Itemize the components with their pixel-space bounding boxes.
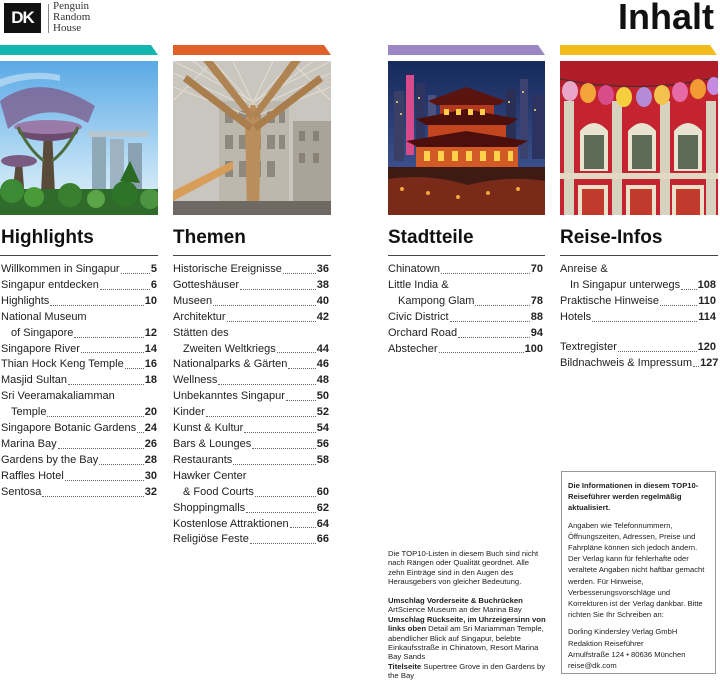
- toc-entry-title: Abstecher: [388, 342, 438, 355]
- toc-entry[interactable]: [1, 373, 157, 389]
- page-number: 58: [316, 453, 329, 466]
- toc-entry-title: Kampong Glam: [398, 294, 475, 307]
- toc-entry-title: Little India &: [388, 278, 449, 291]
- toc-entry-title: Wellness: [173, 374, 218, 387]
- toc-entry[interactable]: [173, 326, 329, 358]
- dot-leader: [255, 496, 316, 497]
- toc-entry[interactable]: [560, 310, 716, 326]
- toc-entry[interactable]: [560, 356, 719, 372]
- toc-entry-title: Historische Ereignisse: [173, 263, 282, 275]
- page-number: 16: [144, 358, 157, 371]
- toc-entry-title: Raffles Hotel: [1, 469, 64, 482]
- page-number: 56: [316, 437, 329, 450]
- toc-entry[interactable]: [1, 342, 157, 358]
- toc-entry[interactable]: [388, 342, 543, 358]
- highlights-heading: Highlights: [1, 227, 94, 248]
- toc-entry[interactable]: [388, 310, 543, 326]
- toc-entry[interactable]: [388, 278, 543, 310]
- toc-entry-title: of Singapore: [11, 326, 74, 339]
- page-number: 40: [316, 294, 329, 307]
- address-line: Arnulfstraße 124 • 80636 München: [568, 649, 686, 659]
- toc-entry[interactable]: [1, 453, 157, 469]
- page-number: 38: [316, 278, 329, 291]
- toc-entry-title: Restaurants: [173, 453, 233, 466]
- logo-divider: [48, 4, 49, 33]
- toc-entry-title: Civic District: [388, 310, 449, 323]
- toc-entry-title: Museen: [173, 294, 213, 307]
- toc-entry[interactable]: [173, 262, 329, 278]
- page-number: 46: [316, 358, 329, 371]
- top10-note: Die TOP10-Listen in diesem Buch sind nicht nach Rängen oder Qualität geordnet. Alle zehn Einträge sind in den Augen des Herausgebers von gleicher Bedeutung.: [388, 549, 539, 587]
- toc-entry[interactable]: [388, 262, 543, 278]
- credit-back: [388, 615, 546, 662]
- highlights-toc: [1, 262, 157, 501]
- chinatown-lanterns-photo: [560, 61, 718, 215]
- toc-entry[interactable]: [1, 421, 157, 437]
- page-number: 26: [144, 437, 157, 450]
- toc-entry-title: Hawker Center: [173, 469, 247, 482]
- update-info-box: [561, 471, 716, 674]
- credit-text: Detail am Sri Mariamman Temple, abendlicher Blick auf Singapur, belebte Einkaufsstraße in Chinatown, Resort Marina Bay Sands: [388, 624, 544, 662]
- toc-entry-title: Sentosa: [1, 485, 42, 498]
- themen-toc: [173, 262, 329, 548]
- toc-entry[interactable]: [173, 517, 329, 533]
- toc-entry-title: Singapore River: [1, 342, 80, 355]
- dot-leader: [121, 273, 150, 274]
- toc-entry[interactable]: [560, 294, 716, 310]
- toc-entry[interactable]: [173, 294, 329, 310]
- toc-entry[interactable]: [173, 501, 329, 517]
- highlights-color-tab: [0, 45, 151, 55]
- dot-leader: [592, 321, 697, 322]
- toc-entry-title: Gardens by the Bay: [1, 453, 99, 466]
- dot-leader: [58, 448, 144, 449]
- themen-rule: [173, 255, 331, 256]
- stadtteile-color-tab: [388, 45, 538, 55]
- page-number: 24: [144, 422, 157, 435]
- dot-leader: [458, 337, 530, 338]
- stadtteile-tab-corner: [538, 45, 545, 55]
- toc-entry-title: Chinatown: [388, 263, 440, 275]
- toc-entry[interactable]: [173, 373, 329, 389]
- page-number: 44: [316, 342, 329, 355]
- credit-text: Supertree Grove in den Gardens by the Bay: [388, 661, 546, 681]
- dot-leader: [252, 448, 315, 449]
- toc-entry-title: Zweiten Weltkriegs: [183, 342, 276, 355]
- toc-entry[interactable]: [173, 357, 329, 373]
- dot-leader: [290, 527, 316, 528]
- toc-entry-title: Hotels: [560, 310, 592, 323]
- dot-leader: [246, 512, 316, 513]
- dot-leader: [206, 416, 316, 417]
- page-number: 108: [697, 278, 716, 291]
- toc-entry-title: Kostenlose Attraktionen: [173, 517, 289, 530]
- page-number: 78: [530, 294, 543, 307]
- toc-entry-title: Masjid Sultan: [1, 374, 68, 387]
- dot-leader: [277, 352, 316, 353]
- toc-entry[interactable]: [1, 469, 157, 485]
- page-number: 94: [530, 326, 543, 339]
- credit-label: Umschlag Vorderseite & Buchrücken: [388, 596, 523, 605]
- page-number: 64: [316, 517, 329, 530]
- toc-entry[interactable]: [173, 437, 329, 453]
- page-number: 62: [316, 501, 329, 514]
- dk-logo: DK: [4, 3, 41, 33]
- toc-entry[interactable]: [173, 389, 329, 405]
- toc-entry-title: Thian Hock Keng Temple: [1, 358, 124, 371]
- themen-heading: Themen: [173, 227, 246, 248]
- dot-leader: [283, 273, 316, 274]
- dot-leader: [439, 352, 524, 353]
- toc-entry-title: Highlights: [1, 294, 50, 307]
- toc-entry-title: Temple: [11, 406, 47, 419]
- publisher-line: Penguin: [53, 0, 90, 12]
- page-number: 120: [697, 340, 716, 353]
- toc-entry-title: Praktische Hinweise: [560, 294, 660, 307]
- stadtteile-heading: Stadtteile: [388, 227, 474, 248]
- page-number: 114: [698, 310, 716, 323]
- page-number: 66: [316, 533, 329, 546]
- stadtteile-rule: [388, 255, 545, 256]
- dot-leader: [213, 305, 316, 306]
- dot-leader: [42, 496, 143, 497]
- toc-entry-title: National Museum: [1, 310, 87, 323]
- publisher-line: Random: [53, 11, 91, 23]
- toc-entry-title: Religiöse Feste: [173, 533, 249, 546]
- page-number: 52: [316, 406, 329, 419]
- toc-entry[interactable]: [173, 310, 329, 326]
- toc-entry[interactable]: [173, 278, 329, 294]
- reise-infos-rule: [560, 255, 718, 256]
- page-number: 48: [316, 374, 329, 387]
- cover-credits: [388, 596, 546, 681]
- dot-leader: [233, 464, 315, 465]
- address-line: Dorling Kindersley Verlag GmbH: [568, 627, 678, 637]
- reise-infos-toc: [560, 262, 719, 371]
- toc-entry[interactable]: [560, 340, 716, 356]
- dot-leader: [240, 289, 316, 290]
- dot-leader: [693, 366, 699, 367]
- toc-entry-title: Gotteshäuser: [173, 278, 240, 291]
- toc-entry-title: Singapore Botanic Gardens: [1, 422, 137, 435]
- page-number: 14: [144, 342, 157, 355]
- toc-entry-title: Nationalparks & Gärten: [173, 358, 288, 371]
- dot-leader: [244, 432, 315, 433]
- toc-entry-title: Orchard Road: [388, 326, 458, 339]
- toc-entry-title: Textregister: [560, 340, 617, 353]
- reise-infos-tab-corner: [710, 45, 717, 55]
- toc-entry-title: Architektur: [173, 310, 226, 323]
- dot-leader: [286, 400, 316, 401]
- dot-leader: [681, 289, 697, 290]
- page-number: 6: [150, 278, 157, 291]
- page-number: 100: [524, 342, 543, 355]
- dot-leader: [441, 273, 530, 274]
- page-number: 42: [316, 310, 329, 323]
- artscience-museum-photo: [173, 61, 331, 215]
- dot-leader: [81, 352, 144, 353]
- toc-entry-title: & Food Courts: [183, 485, 254, 498]
- stadtteile-toc: [388, 262, 543, 357]
- dot-leader: [250, 543, 316, 544]
- dot-leader: [450, 321, 530, 322]
- dot-leader: [125, 368, 144, 369]
- page-number: 28: [144, 453, 157, 466]
- dot-leader: [65, 480, 144, 481]
- toc-entry-title: In Singapur unterwegs: [570, 278, 681, 291]
- toc-spacer: [560, 326, 716, 340]
- dot-leader: [47, 416, 143, 417]
- address-line: Redaktion Reiseführer: [568, 638, 644, 648]
- toc-entry-title: Kinder: [173, 406, 205, 419]
- toc-entry-title: Stätten des: [173, 326, 229, 339]
- supertree-grove-photo: [0, 61, 158, 215]
- toc-entry[interactable]: [1, 278, 157, 294]
- toc-entry-title: Bildnachweis & Impressum: [560, 356, 693, 369]
- info-heading: Die Informationen in diesem TOP10-Reiseführer werden regelmäßig aktualisiert.: [568, 481, 699, 513]
- toc-entry[interactable]: [1, 294, 157, 310]
- publisher-line: House: [53, 22, 82, 34]
- dot-leader: [618, 351, 697, 352]
- credit-front: [388, 596, 546, 615]
- page-number: 36: [316, 263, 329, 275]
- page-number: 127: [700, 356, 719, 369]
- toc-entry-title: Anreise &: [560, 263, 608, 275]
- page-number: 20: [144, 406, 157, 419]
- dot-leader: [218, 384, 315, 385]
- toc-entry-title: Marina Bay: [1, 437, 57, 450]
- dot-leader: [99, 464, 144, 465]
- credit-label: Umschlag Rückseite, im Uhrzeigersinn von links oben: [388, 614, 546, 634]
- dot-leader: [660, 305, 697, 306]
- toc-entry[interactable]: [388, 326, 543, 342]
- page-number: 10: [144, 294, 157, 307]
- toc-entry[interactable]: [560, 262, 716, 294]
- highlights-rule: [0, 255, 158, 256]
- toc-entry[interactable]: [173, 469, 329, 501]
- page-number: 54: [316, 422, 329, 435]
- toc-entry[interactable]: [173, 532, 329, 548]
- page-number: 70: [530, 263, 543, 275]
- publisher-name: [53, 1, 90, 34]
- toc-entry[interactable]: [1, 389, 157, 421]
- dot-leader: [100, 289, 150, 290]
- reise-infos-color-tab: [560, 45, 710, 55]
- toc-entry-title: Bars & Lounges: [173, 437, 252, 450]
- toc-entry[interactable]: [1, 485, 157, 501]
- toc-entry[interactable]: [1, 262, 157, 278]
- toc-entry[interactable]: [173, 405, 329, 421]
- dot-leader: [475, 305, 529, 306]
- toc-entry[interactable]: [1, 357, 157, 373]
- dot-leader: [137, 432, 144, 433]
- toc-entry[interactable]: [173, 421, 329, 437]
- themen-tab-corner: [324, 45, 331, 55]
- page-title: Inhalt: [618, 0, 714, 37]
- toc-entry-title: Unbekanntes Singapur: [173, 390, 285, 403]
- dot-leader: [50, 305, 143, 306]
- credit-text: ArtScience Museum an der Marina Bay: [388, 605, 522, 615]
- themen-color-tab: [173, 45, 324, 55]
- page-number: 5: [150, 263, 157, 275]
- page-number: 110: [698, 294, 716, 307]
- page-number: 32: [144, 485, 157, 498]
- dot-leader: [288, 368, 315, 369]
- page-number: 50: [316, 390, 329, 403]
- credit-label: Titelseite: [388, 661, 422, 671]
- info-address: [568, 626, 709, 671]
- page-number: 18: [144, 374, 157, 387]
- highlights-tab-corner: [151, 45, 158, 55]
- toc-entry-title: Sri Veeramakaliamman: [1, 390, 115, 403]
- dot-leader: [74, 337, 143, 338]
- info-body: Angaben wie Telefonnummern, Öffnungszeiten, Adressen, Preise und Fahrpläne können sich jedoch ändern. Der Verlag kann für fehlerhafte oder veraltete Angaben nicht haftbar gemacht werden. Für Hinweise, Verbesserungsvorschläge und Korrekturen ist der Verlag dankbar. Bitte richten Sie Ihr Schreiben an:: [568, 520, 705, 620]
- page-number: 12: [144, 326, 157, 339]
- toc-entry-title: Willkommen in Singapur: [1, 263, 120, 275]
- toc-entry[interactable]: [1, 310, 157, 342]
- toc-entry[interactable]: [173, 453, 329, 469]
- buddha-tooth-temple-photo: [388, 61, 545, 215]
- toc-entry[interactable]: [1, 437, 157, 453]
- toc-entry-title: Singapur entdecken: [1, 278, 99, 291]
- dot-leader: [68, 384, 144, 385]
- toc-entry-title: Shoppingmalls: [173, 501, 246, 514]
- reise-infos-heading: Reise-Infos: [560, 227, 663, 248]
- page-number: 30: [144, 469, 157, 482]
- toc-entry-title: Kunst & Kultur: [173, 422, 244, 435]
- contact-email[interactable]: reise@dk.com: [568, 661, 617, 671]
- page-number: 60: [316, 485, 329, 498]
- page-number: 88: [530, 310, 543, 323]
- dot-leader: [227, 321, 316, 322]
